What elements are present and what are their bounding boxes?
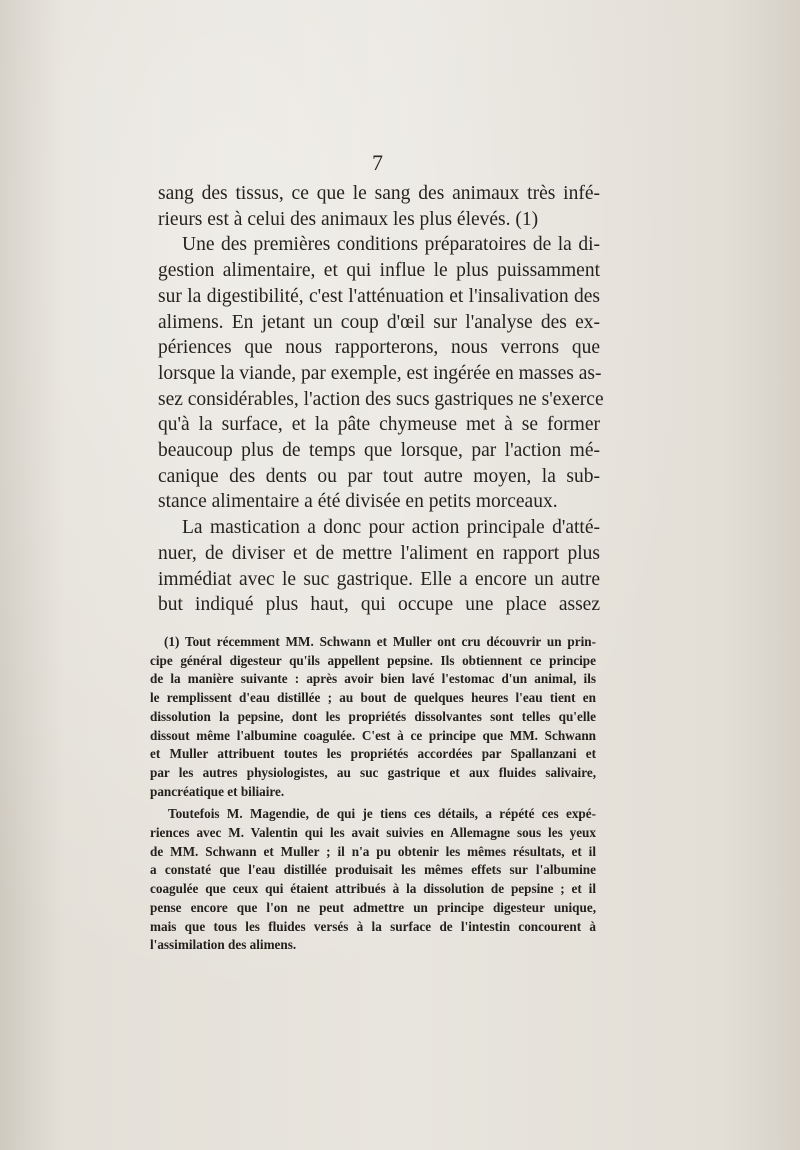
main-text [158, 181, 604, 618]
footnote-line: l'assimilation des alimens. [150, 937, 297, 953]
footnote-line: riences avec M. Valentin qui les avait suivies en Allemagne sous les yeux [150, 825, 596, 841]
footnote-line: dissolution la pepsine, dont les propriétés dissolvantes sont telles qu'elle [150, 708, 596, 724]
footnote-line: de la manière suivante : après avoir bien lavé l'estomac d'un animal, ils [150, 671, 596, 687]
footnote-line: par les autres physiologistes, au suc gastrique et aux fluides salivaire, [150, 764, 596, 780]
footnote-line: Toutefois M. Magendie, de qui je tiens ces détails, a répété ces expé- [168, 806, 596, 822]
footnote-line: et Muller attribuent toutes les propriétés accordées par Spallanzani et [150, 746, 596, 762]
text-line: alimens. En jetant un coup d'œil sur l'analyse des ex- [158, 311, 600, 333]
footnote-line: le remplissent d'eau distillée ; au bout de quelques heures l'eau tient en [150, 690, 596, 706]
text-line: beaucoup plus de temps que lorsque, par l'action mé- [158, 440, 600, 462]
footnote-line: mais que tous les fluides versés à la surface de l'intestin concourent à [150, 918, 596, 934]
text-line: périences que nous rapporterons, nous verrons que [158, 337, 600, 359]
text-line: sur la digestibilité, c'est l'atténuation et l'insalivation des [158, 285, 600, 307]
text-line: La mastication a donc pour action principale d'atté- [182, 517, 600, 539]
footnote-line: pancréatique et biliaire. [150, 783, 285, 799]
footnote-line: a constaté que l'eau distillée produisait les mêmes effets sur l'albumine [150, 862, 596, 878]
text-line: but indiqué plus haut, qui occupe une place assez [158, 594, 600, 616]
text-line: lorsque la viande, par exemple, est ingérée en masses as- [158, 362, 602, 384]
footnote-line: pense encore que l'on ne peut admettre un principe digesteur unique, [150, 899, 596, 915]
text-line: Une des premières conditions préparatoires de la di- [182, 234, 600, 256]
footnote-line: (1) Tout récemment MM. Schwann et Muller ont cru découvrir un prin- [164, 634, 596, 649]
text-line: immédiat avec le suc gastrique. Elle a encore un autre [158, 568, 600, 590]
footnote-line: cipe général digesteur qu'ils appellent pepsine. Ils obtiennent ce principe [150, 652, 596, 668]
footnote-line: dissout même l'albumine coagulée. C'est à ce principe que MM. Schwann [150, 727, 596, 743]
text-line: canique des dents ou par tout autre moyen, la sub- [158, 465, 600, 487]
page-number: 7 [372, 150, 383, 175]
text-line: stance alimentaire a été divisée en petits morceaux. [158, 491, 558, 513]
footnote [150, 633, 596, 955]
text-line: qu'à la surface, et la pâte chymeuse met à se former [158, 414, 600, 436]
text-line: rieurs est à celui des animaux les plus élevés. (1) [158, 208, 539, 230]
text-line: nuer, de diviser et de mettre l'aliment en rapport plus [158, 542, 600, 564]
footnote-line: coagulée que ceux qui étaient attribués à la dissolution de pepsine ; et il [150, 881, 596, 897]
text-line: gestion alimentaire, et qui influe le plus puissamment [158, 260, 600, 282]
footnote-line: de MM. Schwann et Muller ; il n'a pu obtenir les mêmes résultats, et il [150, 843, 596, 859]
text-line: sang des tissus, ce que le sang des animaux très infé- [158, 183, 600, 204]
text-line: sez considérables, l'action des sucs gastriques ne s'exerce [158, 388, 604, 410]
